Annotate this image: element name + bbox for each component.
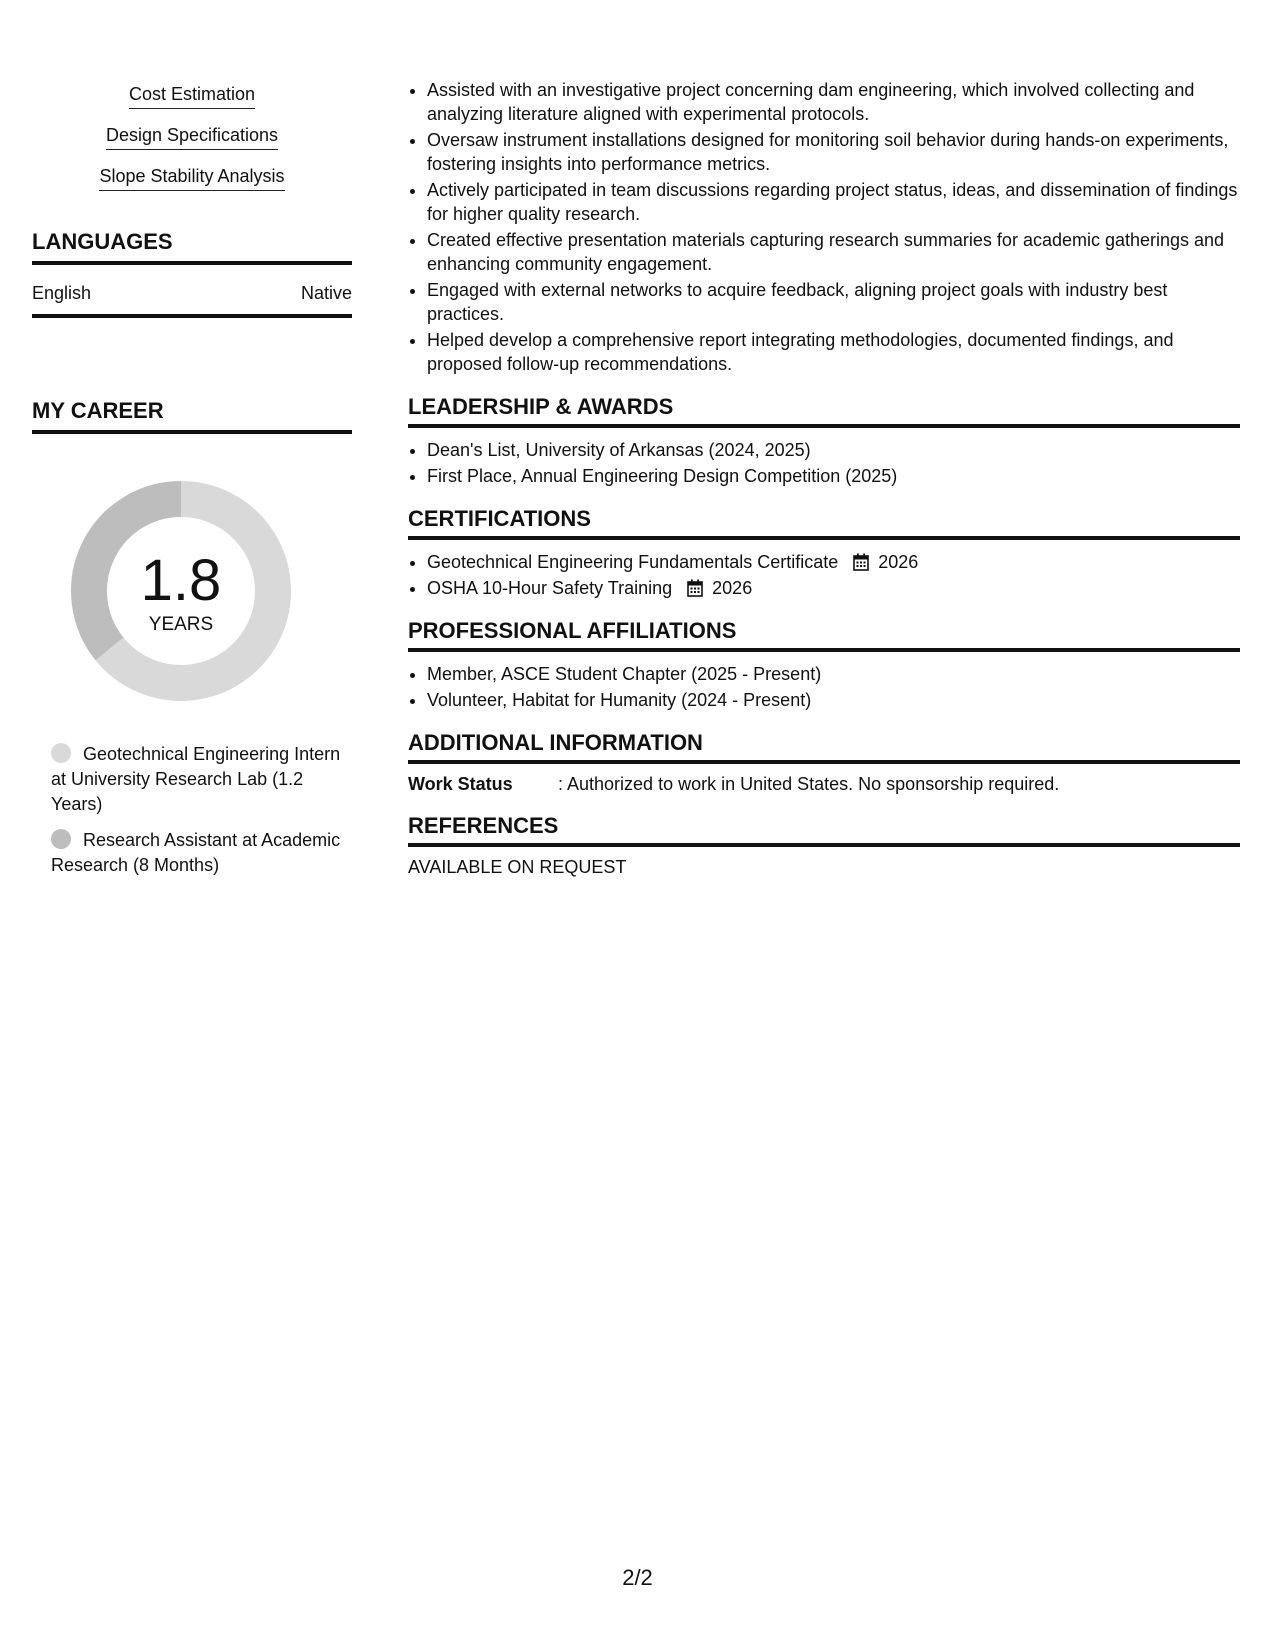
language-name: English (32, 283, 92, 303)
page-number: 2/2 (622, 1565, 653, 1590)
experience-bullet: • Engaged with external networks to acquire feedback, aligning project goals with industry best practices. (427, 278, 1240, 326)
certifications-heading: CERTIFICATIONS (408, 506, 1240, 540)
career-total-years: 1.8 (140, 548, 222, 613)
legend-label: Research Assistant at Academic Research (8 Months) (51, 830, 341, 875)
career-donut-chart (66, 476, 296, 706)
affiliation-item: • Member, ASCE Student Chapter (2025 - Present) (427, 662, 1240, 686)
skill-label: Slope Stability Analysis (99, 166, 284, 191)
certification-item (427, 576, 1240, 600)
right-column (408, 78, 1240, 878)
skill-item (32, 166, 352, 191)
affiliations-list (408, 662, 1240, 712)
languages-section (32, 229, 352, 318)
experience-bullet: • Oversaw instrument installations designed for monitoring soil behavior during hands-on experiments, fostering insights into performance metrics. (427, 128, 1240, 176)
career-heading: MY CAREER (32, 398, 352, 434)
work-status-row (408, 774, 1240, 795)
calendar-icon (687, 579, 703, 597)
language-level: Native (300, 283, 352, 303)
references-heading: REFERENCES (408, 813, 1240, 847)
certification-year: 2026 (878, 552, 919, 572)
language-row (32, 265, 352, 318)
certification-year: 2026 (712, 578, 753, 598)
experience-bullet: • Actively participated in team discussions regarding project status, ideas, and dissemination of findings for higher quality research. (427, 178, 1240, 226)
legend-label: Geotechnical Engineering Intern at University Research Lab (1.2 Years) (51, 744, 341, 814)
certification-name: OSHA 10-Hour Safety Training (427, 578, 673, 598)
certification-name: Geotechnical Engineering Fundamentals Certificate (427, 552, 839, 572)
experience-bullet: • Created effective presentation materials capturing research summaries for academic gatherings and enhancing community engagement. (427, 228, 1240, 276)
awards-heading: LEADERSHIP & AWARDS (408, 394, 1240, 428)
award-item: • First Place, Annual Engineering Design Competition (2025) (427, 464, 1240, 488)
legend-item (51, 742, 351, 817)
affiliations-heading: PROFESSIONAL AFFILIATIONS (408, 618, 1240, 652)
languages-heading: LANGUAGES (32, 229, 352, 265)
donut-center (66, 476, 296, 706)
certifications-list (408, 550, 1240, 600)
skills-list (32, 84, 352, 191)
legend-item (51, 828, 351, 878)
experience-bullets (408, 78, 1240, 376)
skill-item (32, 125, 352, 150)
experience-bullet: • Helped develop a comprehensive report integrating methodologies, documented findings, and proposed follow-up recommendations. (427, 328, 1240, 376)
experience-bullet: • Assisted with an investigative project concerning dam engineering, which involved collecting and analyzing literature aligned with experimental protocols. (427, 78, 1240, 126)
awards-list (408, 438, 1240, 488)
additional-info-heading: ADDITIONAL INFORMATION (408, 730, 1240, 764)
skill-label: Cost Estimation (129, 84, 255, 109)
work-status-value: : Authorized to work in United States. No sponsorship required. (558, 774, 1060, 794)
career-legend (51, 742, 351, 878)
career-section (32, 398, 352, 878)
references-text: AVAILABLE ON REQUEST (408, 857, 627, 877)
calendar-icon (853, 553, 869, 571)
award-item: • Dean's List, University of Arkansas (2024, 2025) (427, 438, 1240, 462)
certification-item (427, 550, 1240, 574)
left-column (32, 84, 352, 889)
affiliation-item: • Volunteer, Habitat for Humanity (2024 - Present) (427, 688, 1240, 712)
work-status-label: Work Status (408, 774, 513, 794)
circle-dot-icon (51, 829, 71, 849)
skill-label: Design Specifications (106, 125, 278, 150)
circle-dot-icon (51, 743, 71, 763)
skill-item (32, 84, 352, 109)
career-total-unit: YEARS (148, 614, 214, 635)
